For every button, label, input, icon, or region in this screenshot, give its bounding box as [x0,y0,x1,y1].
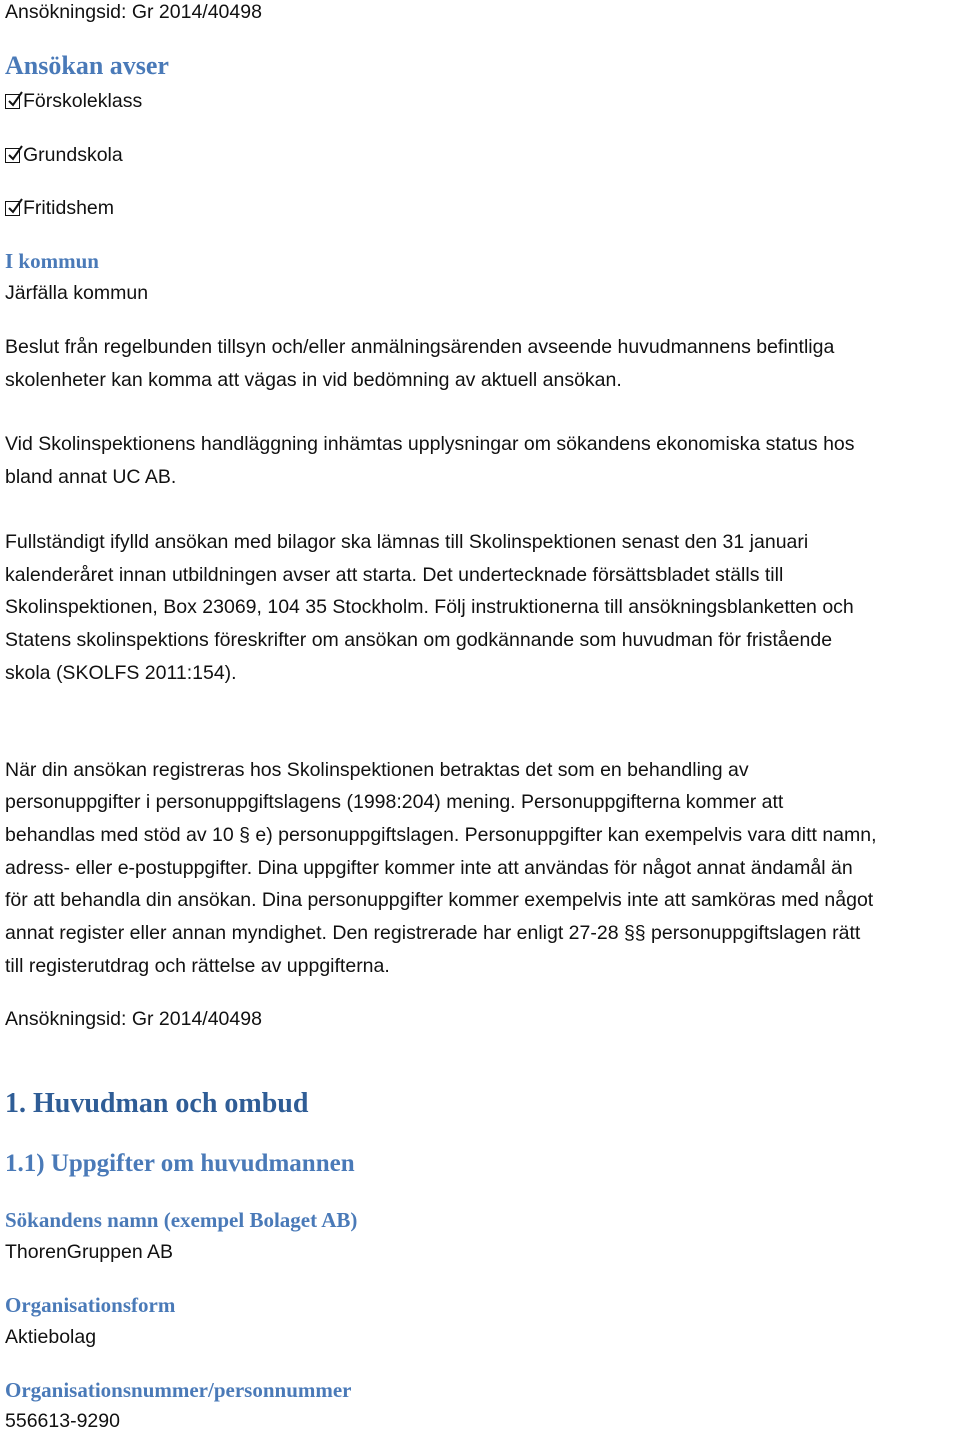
option-forskoleklass [5,89,142,113]
info-para2-line1: Vid Skolinspektionens handläggning inhämtas upplysningar om sökandens ekonomiska status hos [5,433,855,455]
application-for-heading: Ansökan avser [5,51,169,80]
info-para4-line4: adress- eller e-postuppgifter. Dina uppgifter kommer inte att användas för något annat ändamål än [5,857,853,879]
field-label-organization-form: Organisationsform [5,1293,176,1317]
info-para4-line7: till registerutdrag och rättelse av uppgifterna. [5,955,390,977]
info-para3-line2: kalenderåret innan utbildningen avser att starta. Det undertecknade försättsbladet ställs till [5,564,784,586]
info-para4-line5: för att behandla din ansökan. Dina personuppgifter kommer exempelvis inte att samköras med något [5,889,874,911]
checked-box-icon [5,148,20,163]
info-para3-line3: Skolinspektionen, Box 23069, 104 35 Stockholm. Följ instruktionerna till ansökningsblanketten och [5,596,854,618]
field-value-organization-form: Aktiebolag [5,1326,97,1348]
option-grundskola [5,143,123,167]
application-id-top: Ansökningsid: Gr 2014/40498 [5,1,262,23]
municipality-value: Järfälla kommun [5,282,149,304]
info-para3-line4: Statens skolinspektions föreskrifter om ansökan om godkännande som huvudman för fristående [5,629,833,651]
info-para4-line1: När din ansökan registreras hos Skolinspektionen betraktas det som en behandling av [5,759,749,781]
info-para4-line3: behandlas med stöd av 10 § e) personuppgiftslagen. Personuppgifter kan exempelvis vara ditt namn, [5,824,877,846]
option-fritidshem [5,196,114,220]
info-para4-line2: personuppgifter i personuppgiftslagens (1998:204) mening. Personuppgifterna kommer att [5,791,784,813]
info-para3-line1: Fullständigt ifylld ansökan med bilagor ska lämnas till Skolinspektionen senast den 31 januari [5,531,809,553]
option-label: Förskoleklass [23,90,143,112]
info-para3-line5: skola (SKOLFS 2011:154). [5,662,237,684]
section1-subheading: 1.1) Uppgifter om huvudmannen [5,1150,355,1177]
info-para4-line6: annat register eller annan myndighet. Den registrerade har enligt 27-28 §§ personuppgiftslagen rätt [5,922,861,944]
field-label-organization-number: Organisationsnummer/personnummer [5,1378,352,1402]
option-label: Fritidshem [23,197,115,219]
checked-box-icon [5,94,20,109]
info-para1-line1: Beslut från regelbunden tillsyn och/eller anmälningsärenden avseende huvudmannens befintliga [5,336,835,358]
section1-heading: 1. Huvudman och ombud [5,1088,309,1119]
checked-box-icon [5,201,20,216]
info-para2-line2: bland annat UC AB. [5,466,177,488]
municipality-heading: I kommun [5,249,99,273]
field-label-applicant-name: Sökandens namn (exempel Bolaget AB) [5,1208,358,1232]
info-para1-line2: skolenheter kan komma att vägas in vid bedömning av aktuell ansökan. [5,369,622,391]
field-value-applicant-name: ThorenGruppen AB [5,1241,174,1263]
option-label: Grundskola [23,144,123,166]
field-value-organization-number: 556613-9290 [5,1410,120,1432]
application-id-bottom: Ansökningsid: Gr 2014/40498 [5,1008,262,1030]
